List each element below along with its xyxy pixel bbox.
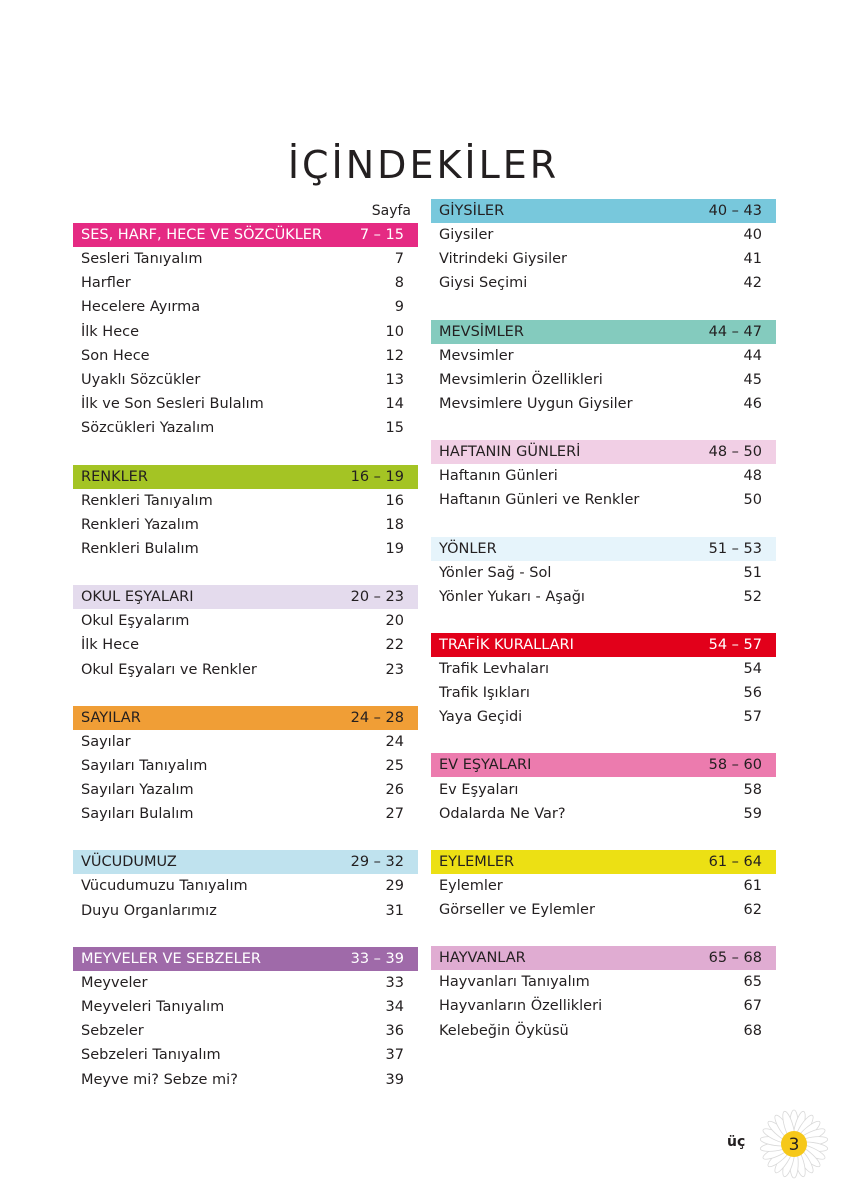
entry-page: 67 — [743, 998, 762, 1015]
toc-entry[interactable] — [73, 730, 418, 754]
entry-page: 13 — [385, 372, 404, 389]
toc-entry[interactable] — [431, 802, 776, 826]
section-header[interactable] — [73, 850, 418, 874]
entry-title: Mevsimlere Uygun Giysiler — [439, 396, 633, 413]
entry-title: Odalarda Ne Var? — [439, 805, 566, 822]
section-page-range: 7 – 15 — [359, 227, 404, 243]
entry-page: 26 — [385, 782, 404, 799]
section-title: TRAFİK KURALLARI — [439, 636, 574, 653]
toc-entry[interactable] — [431, 657, 776, 681]
entry-title: Uyaklı Sözcükler — [81, 372, 201, 389]
section-title: YÖNLER — [439, 540, 497, 557]
page-number-word: üç — [727, 1134, 746, 1150]
entry-page: 56 — [743, 685, 762, 702]
section-title: MEYVELER VE SEBZELER — [81, 950, 261, 967]
section-title: MEVSİMLER — [439, 323, 524, 340]
entry-page: 24 — [385, 733, 404, 750]
section-title: GİYSİLER — [439, 203, 505, 219]
entry-page: 15 — [385, 420, 404, 437]
section-header[interactable] — [431, 537, 776, 561]
entry-title: Okul Eşyalarım — [81, 613, 190, 630]
entry-page: 27 — [385, 806, 404, 823]
entry-page: 58 — [743, 781, 762, 798]
entry-page: 46 — [743, 396, 762, 413]
entry-page: 20 — [385, 613, 404, 630]
entry-page: 22 — [385, 637, 404, 654]
toc-section — [73, 585, 418, 682]
entry-title: Sayıları Yazalım — [81, 782, 194, 799]
daisy-page-number-icon — [758, 1108, 830, 1180]
section-header[interactable] — [431, 199, 776, 223]
entry-title: Sayıları Tanıyalım — [81, 757, 208, 774]
toc-entry[interactable] — [431, 777, 776, 801]
entry-page: 14 — [385, 396, 404, 413]
entry-page: 52 — [743, 588, 762, 605]
toc-entry[interactable] — [73, 368, 418, 392]
section-header[interactable] — [73, 706, 418, 730]
entry-title: Ev Eşyaları — [439, 781, 519, 798]
entry-title: Meyveler — [81, 974, 148, 991]
entry-page: 29 — [385, 878, 404, 895]
entry-title: Sözcükleri Yazalım — [81, 420, 215, 437]
toc-entry[interactable] — [431, 681, 776, 705]
entry-page: 7 — [394, 251, 404, 268]
entry-page: 51 — [743, 564, 762, 581]
toc-entry[interactable] — [73, 1068, 418, 1092]
entry-title: İlk Hece — [81, 637, 140, 654]
toc-entry[interactable] — [73, 489, 418, 513]
entry-page: 54 — [743, 660, 762, 677]
entry-page: 39 — [385, 1071, 404, 1088]
entry-title: Haftanın Günleri — [439, 468, 558, 485]
section-page-range: 44 – 47 — [708, 323, 762, 340]
page-column-label: Sayfa — [371, 203, 411, 219]
page-number: 3 — [788, 1135, 800, 1155]
entry-title: Görseller ve Eylemler — [439, 902, 595, 919]
toc-entry[interactable] — [73, 1043, 418, 1067]
section-title: RENKLER — [81, 468, 148, 485]
entry-page: 8 — [394, 275, 404, 292]
entry-title: Vitrindeki Giysiler — [439, 251, 567, 268]
entry-page: 68 — [743, 1022, 762, 1039]
section-header[interactable] — [73, 585, 418, 609]
section-title: EV EŞYALARI — [439, 757, 532, 774]
section-header[interactable] — [431, 440, 776, 464]
entry-page: 37 — [385, 1047, 404, 1064]
entry-page: 57 — [743, 709, 762, 726]
toc-entry[interactable] — [431, 392, 776, 416]
toc-entry[interactable] — [73, 754, 418, 778]
toc-left-column — [73, 223, 418, 1116]
section-header[interactable] — [73, 465, 418, 489]
entry-page: 16 — [385, 492, 404, 509]
entry-title: Meyve mi? Sebze mi? — [81, 1071, 238, 1088]
entry-title: Sayıları Bulalım — [81, 806, 194, 823]
toc-entry[interactable] — [73, 971, 418, 995]
entry-page: 44 — [743, 347, 762, 364]
entry-page: 23 — [385, 661, 404, 678]
entry-page: 59 — [743, 805, 762, 822]
toc-entry[interactable] — [73, 633, 418, 657]
toc-entry[interactable] — [73, 344, 418, 368]
toc-section — [73, 850, 418, 922]
section-page-range: 40 – 43 — [708, 203, 762, 219]
section-header[interactable] — [431, 753, 776, 777]
toc-entry[interactable] — [73, 874, 418, 898]
toc-entry[interactable] — [73, 295, 418, 319]
entry-page: 45 — [743, 371, 762, 388]
entry-title: Sebzeler — [81, 1023, 144, 1040]
entry-page: 61 — [743, 877, 762, 894]
section-page-range: 58 – 60 — [708, 757, 762, 774]
section-title: EYLEMLER — [439, 853, 515, 870]
toc-entry[interactable] — [73, 657, 418, 681]
entry-page: 62 — [743, 902, 762, 919]
entry-page: 19 — [385, 540, 404, 557]
entry-title: Duyu Organlarımız — [81, 902, 217, 919]
entry-title: Sebzeleri Tanıyalım — [81, 1047, 221, 1064]
toc-right-column — [431, 199, 776, 1067]
entry-page: 42 — [743, 275, 762, 292]
entry-page: 65 — [743, 974, 762, 991]
entry-title: Renkleri Bulalım — [81, 540, 199, 557]
entry-page: 18 — [385, 516, 404, 533]
entry-title: Haftanın Günleri ve Renkler — [439, 492, 640, 509]
entry-title: Trafik Levhaları — [439, 660, 550, 677]
toc-entry[interactable] — [73, 1019, 418, 1043]
toc-entry[interactable] — [73, 802, 418, 826]
toc-section — [431, 850, 776, 922]
entry-page: 9 — [394, 299, 404, 316]
section-page-range: 16 – 19 — [350, 468, 404, 485]
toc-section — [431, 320, 776, 417]
toc-section — [73, 223, 418, 441]
section-title: HAFTANIN GÜNLERİ — [439, 444, 581, 461]
entry-page: 48 — [743, 468, 762, 485]
toc-entry[interactable] — [73, 320, 418, 344]
toc-section — [431, 946, 776, 1043]
toc-entry[interactable] — [431, 898, 776, 922]
toc-entry[interactable] — [431, 344, 776, 368]
section-page-range: 48 – 50 — [708, 444, 762, 461]
entry-page: 36 — [385, 1023, 404, 1040]
entry-title: Renkleri Tanıyalım — [81, 492, 213, 509]
page-title: İÇİNDEKİLER — [287, 143, 560, 188]
toc-section — [431, 199, 776, 296]
entry-title: Yaya Geçidi — [439, 709, 523, 726]
toc-entry[interactable] — [431, 247, 776, 271]
section-page-range: 65 – 68 — [708, 950, 762, 967]
section-title: OKUL EŞYALARI — [81, 589, 194, 606]
section-title: SAYILAR — [81, 709, 141, 726]
entry-page: 12 — [385, 347, 404, 364]
entry-title: Renkleri Yazalım — [81, 516, 199, 533]
entry-page: 34 — [385, 999, 404, 1016]
section-page-range: 61 – 64 — [708, 853, 762, 870]
section-header[interactable] — [431, 633, 776, 657]
toc-entry[interactable] — [431, 561, 776, 585]
section-page-range: 51 – 53 — [708, 540, 762, 557]
entry-title: Kelebeğin Öyküsü — [439, 1022, 569, 1039]
toc-entry[interactable] — [73, 609, 418, 633]
toc-section — [431, 537, 776, 609]
toc-entry[interactable] — [431, 368, 776, 392]
entry-title: Harfler — [81, 275, 131, 292]
entry-title: Hayvanların Özellikleri — [439, 998, 603, 1015]
toc-entry[interactable] — [73, 899, 418, 923]
entry-title: Yönler Sağ - Sol — [439, 564, 552, 581]
toc-entry[interactable] — [431, 1019, 776, 1043]
toc-entry[interactable] — [431, 705, 776, 729]
entry-title: Eylemler — [439, 877, 503, 894]
entry-title: Giysiler — [439, 227, 494, 244]
section-page-range: 29 – 32 — [350, 854, 404, 871]
toc-section — [431, 633, 776, 730]
entry-page: 10 — [385, 323, 404, 340]
toc-entry[interactable] — [431, 464, 776, 488]
entry-title: Trafik Işıkları — [439, 685, 530, 702]
toc-section — [431, 753, 776, 825]
entry-title: Mevsimlerin Özellikleri — [439, 371, 603, 388]
entry-title: Giysi Seçimi — [439, 275, 528, 292]
toc-entry[interactable] — [431, 223, 776, 247]
section-header[interactable] — [73, 223, 418, 247]
toc-section — [73, 706, 418, 827]
entry-title: Yönler Yukarı - Aşağı — [439, 588, 585, 605]
section-header[interactable] — [431, 850, 776, 874]
entry-page: 41 — [743, 251, 762, 268]
toc-entry[interactable] — [73, 271, 418, 295]
entry-title: Okul Eşyaları ve Renkler — [81, 661, 257, 678]
entry-title: İlk ve Son Sesleri Bulalım — [81, 396, 264, 413]
section-title: HAYVANLAR — [439, 950, 526, 967]
toc-entry[interactable] — [431, 874, 776, 898]
toc-entry[interactable] — [73, 537, 418, 561]
entry-title: Hayvanları Tanıyalım — [439, 974, 590, 991]
section-title: SES, HARF, HECE VE SÖZCÜKLER — [81, 227, 323, 243]
section-page-range: 33 – 39 — [350, 950, 404, 967]
toc-entry[interactable] — [73, 995, 418, 1019]
toc-section — [73, 465, 418, 562]
section-page-range: 20 – 23 — [350, 589, 404, 606]
toc-entry[interactable] — [73, 416, 418, 440]
toc-entry[interactable] — [431, 488, 776, 512]
toc-entry[interactable] — [73, 247, 418, 271]
section-header[interactable] — [73, 947, 418, 971]
toc-entry[interactable] — [73, 513, 418, 537]
entry-page: 50 — [743, 492, 762, 509]
toc-entry[interactable] — [431, 585, 776, 609]
entry-title: Sayılar — [81, 733, 131, 750]
section-page-range: 24 – 28 — [350, 709, 404, 726]
entry-title: Sesleri Tanıyalım — [81, 251, 203, 268]
toc-section — [431, 440, 776, 512]
entry-title: Vücudumuzu Tanıyalım — [81, 878, 248, 895]
entry-title: Meyveleri Tanıyalım — [81, 999, 225, 1016]
section-header[interactable] — [431, 946, 776, 970]
section-title: VÜCUDUMUZ — [81, 854, 177, 871]
section-page-range: 54 – 57 — [708, 636, 762, 653]
entry-title: İlk Hece — [81, 323, 140, 340]
entry-title: Mevsimler — [439, 347, 514, 364]
toc-entry[interactable] — [431, 271, 776, 295]
toc-entry[interactable] — [431, 994, 776, 1018]
toc-section — [73, 947, 418, 1092]
toc-entry[interactable] — [73, 778, 418, 802]
entry-page: 33 — [385, 974, 404, 991]
toc-entry[interactable] — [73, 392, 418, 416]
section-header[interactable] — [431, 320, 776, 344]
entry-page: 40 — [743, 227, 762, 244]
entry-title: Son Hece — [81, 347, 150, 364]
entry-page: 31 — [385, 902, 404, 919]
entry-title: Hecelere Ayırma — [81, 299, 201, 316]
toc-entry[interactable] — [431, 970, 776, 994]
entry-page: 25 — [385, 757, 404, 774]
